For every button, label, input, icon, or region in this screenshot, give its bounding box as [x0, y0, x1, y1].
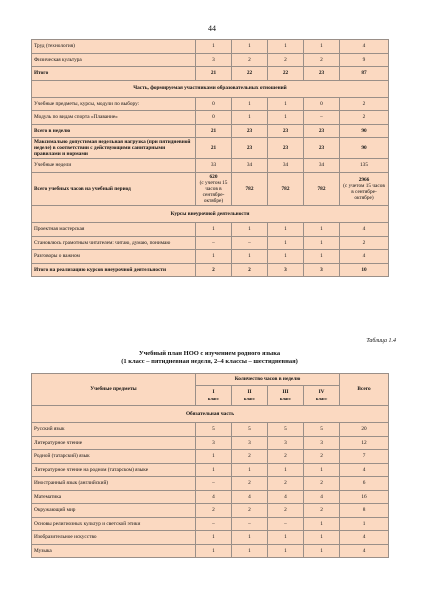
- header-hours: Количество часов в неделю: [196, 374, 340, 386]
- row-value: 34: [268, 159, 304, 173]
- row-value: 2: [304, 504, 340, 518]
- table-title-line: (1 класс – пятидневная неделя, 2–4 классы – шестидневная): [121, 357, 298, 365]
- table-row: [32, 53, 389, 67]
- row-value: 1: [232, 463, 268, 477]
- row-value: 1: [268, 531, 304, 545]
- row-label: Учебные недели: [32, 159, 196, 173]
- row-value: 1: [232, 250, 268, 264]
- row-total: 2: [340, 236, 389, 250]
- table-row: [32, 138, 389, 159]
- table-row: [32, 477, 389, 491]
- row-total: 2: [340, 97, 389, 111]
- row-value: 2: [268, 477, 304, 491]
- row-value: –: [232, 517, 268, 531]
- header-total: Всего: [340, 374, 389, 406]
- row-value: –: [232, 236, 268, 250]
- row-value: 2: [268, 450, 304, 464]
- row-total: 12: [340, 436, 389, 450]
- class-word: класс: [315, 395, 328, 401]
- class-word: класс: [243, 395, 256, 401]
- row-value: [196, 172, 232, 205]
- row-value: 21: [196, 138, 232, 159]
- row-label: Максимально допустимая недельная нагрузка (при пятидневной неделе) в соответствии с действующими санитарными правилами и нормами: [32, 138, 196, 159]
- row-value: 0: [196, 97, 232, 111]
- table-row: [32, 250, 389, 264]
- row-label: Русский язык: [32, 423, 196, 437]
- row-label: Изобразительное искусство: [32, 531, 196, 545]
- row-total: 1: [340, 517, 389, 531]
- row-total: 2: [340, 111, 389, 125]
- page-number: 44: [208, 24, 216, 33]
- section-heading: Курсы внеурочной деятельности: [32, 206, 389, 223]
- row-label: Литературное чтение: [32, 436, 196, 450]
- row-value: 1: [304, 223, 340, 237]
- row-value: 23: [304, 67, 340, 81]
- row-value: 23: [304, 138, 340, 159]
- row-total: 7: [340, 450, 389, 464]
- row-value: 3: [232, 436, 268, 450]
- cell-number: 620: [209, 173, 218, 180]
- row-value: 1: [268, 544, 304, 558]
- row-value: 1: [232, 223, 268, 237]
- header-class-4: [304, 386, 340, 406]
- row-value: 1: [268, 223, 304, 237]
- table-row: [32, 423, 389, 437]
- row-label: Всего в неделю: [32, 124, 196, 138]
- row-total: 16: [340, 490, 389, 504]
- header-class-3: [268, 386, 304, 406]
- cell-note: (с учетом 15 часов в сентябре-октябре): [343, 182, 385, 201]
- row-value: 23: [232, 138, 268, 159]
- table-row: [32, 159, 389, 173]
- row-value: 33: [196, 159, 232, 173]
- row-value: 2: [196, 504, 232, 518]
- table-caption: Таблица 1.4: [366, 338, 396, 344]
- row-value: 1: [196, 250, 232, 264]
- row-total: 6: [340, 477, 389, 491]
- row-value: 782: [304, 172, 340, 205]
- row-value: 1: [196, 223, 232, 237]
- row-value: 2: [196, 263, 232, 277]
- row-value: 1: [268, 97, 304, 111]
- row-value: 1: [304, 250, 340, 264]
- row-value: 21: [196, 124, 232, 138]
- row-value: 23: [304, 124, 340, 138]
- row-value: 2: [232, 504, 268, 518]
- row-value: 23: [268, 124, 304, 138]
- row-value: 1: [304, 463, 340, 477]
- table-row: [32, 436, 389, 450]
- row-value: –: [196, 236, 232, 250]
- row-label: Итого на реализацию курсов внеурочной деятельности: [32, 263, 196, 277]
- table-row: [32, 517, 389, 531]
- row-value: 1: [268, 250, 304, 264]
- row-total: 90: [340, 138, 389, 159]
- table-title: [31, 350, 388, 366]
- row-value: 34: [304, 159, 340, 173]
- row-label: Проектная мастерская: [32, 223, 196, 237]
- table-row: [32, 463, 389, 477]
- row-value: 4: [232, 490, 268, 504]
- row-value: 1: [304, 236, 340, 250]
- class-number: IV: [318, 389, 325, 396]
- row-total: 135: [340, 159, 389, 173]
- section-row: [32, 80, 389, 97]
- row-value: 0: [304, 97, 340, 111]
- section-heading: Часть, формируемая участниками образовательных отношений: [32, 80, 389, 97]
- row-total: 4: [340, 40, 389, 54]
- row-value: 1: [196, 40, 232, 54]
- row-value: 2: [232, 450, 268, 464]
- row-value: 1: [232, 111, 268, 125]
- row-value: 1: [232, 40, 268, 54]
- table-row: [32, 236, 389, 250]
- table-row: [32, 531, 389, 545]
- row-label: Музыка: [32, 544, 196, 558]
- row-label: Разговоры о важном: [32, 250, 196, 264]
- row-value: 2: [304, 477, 340, 491]
- row-label: Всего учебных часов на учебный период: [32, 172, 196, 205]
- row-total: 9: [340, 53, 389, 67]
- curriculum-table-continued: [31, 39, 389, 277]
- table-row: [32, 450, 389, 464]
- row-value: 5: [196, 423, 232, 437]
- row-value: 2: [268, 53, 304, 67]
- row-value: 21: [196, 67, 232, 81]
- row-value: 3: [268, 263, 304, 277]
- class-number: II: [247, 389, 252, 396]
- row-value: 1: [268, 236, 304, 250]
- table-row: [32, 490, 389, 504]
- cell-note: (с учетом 15 часов в сентябре-октябре): [199, 179, 228, 205]
- row-value: 2: [304, 450, 340, 464]
- row-value: –: [304, 111, 340, 125]
- row-value: 1: [232, 97, 268, 111]
- row-value: 1: [196, 463, 232, 477]
- section-heading: Обязательная часть: [32, 406, 389, 423]
- row-value: 2: [232, 53, 268, 67]
- row-total: 4: [340, 544, 389, 558]
- row-value: 23: [268, 138, 304, 159]
- table-title-line: Учебный план НОО с изучением родного языка: [138, 350, 281, 357]
- cell-number: 2966: [358, 176, 370, 183]
- table-row: [32, 40, 389, 54]
- row-value: 2: [304, 53, 340, 67]
- row-value: 3: [196, 53, 232, 67]
- row-value: 3: [268, 436, 304, 450]
- header-class-2: [232, 386, 268, 406]
- table-row: [32, 544, 389, 558]
- section-row: [32, 206, 389, 223]
- row-total: 20: [340, 423, 389, 437]
- row-value: 1: [232, 531, 268, 545]
- table-row: [32, 67, 389, 81]
- table-row: [32, 263, 389, 277]
- row-value: 5: [232, 423, 268, 437]
- row-value: 3: [304, 436, 340, 450]
- row-label: Основы религиозных культур и светской этики: [32, 517, 196, 531]
- row-label: Физическая культура: [32, 53, 196, 67]
- row-value: 782: [268, 172, 304, 205]
- row-value: 4: [268, 490, 304, 504]
- row-total: 4: [340, 223, 389, 237]
- row-value: 1: [304, 531, 340, 545]
- row-label: Труд (технология): [32, 40, 196, 54]
- row-value: 1: [196, 544, 232, 558]
- table-row: [32, 97, 389, 111]
- row-value: 782: [232, 172, 268, 205]
- header-class-1: [196, 386, 232, 406]
- row-value: 23: [232, 124, 268, 138]
- row-value: 2: [232, 477, 268, 491]
- row-label: Учебные предметы, курсы, модули по выбору:: [32, 97, 196, 111]
- row-total: 4: [340, 531, 389, 545]
- row-total: [340, 172, 389, 205]
- row-value: 3: [304, 263, 340, 277]
- row-value: 1: [196, 531, 232, 545]
- class-number: III: [282, 389, 289, 396]
- native-language-curriculum-table: [31, 373, 389, 558]
- row-label: Родной (татарский) язык: [32, 450, 196, 464]
- row-value: 4: [196, 490, 232, 504]
- row-value: 5: [268, 423, 304, 437]
- row-total: 90: [340, 124, 389, 138]
- row-value: 22: [232, 67, 268, 81]
- row-value: 22: [268, 67, 304, 81]
- row-value: 1: [268, 463, 304, 477]
- row-total: 10: [340, 263, 389, 277]
- row-value: 1: [232, 544, 268, 558]
- header-subjects: Учебные предметы: [32, 374, 196, 406]
- class-word: класс: [279, 395, 292, 401]
- row-value: 4: [304, 490, 340, 504]
- row-total: 4: [340, 250, 389, 264]
- table-row: [32, 124, 389, 138]
- row-label: Иностранный язык (английский): [32, 477, 196, 491]
- row-value: –: [196, 517, 232, 531]
- row-value: –: [268, 517, 304, 531]
- row-total: 4: [340, 463, 389, 477]
- class-word: класс: [207, 395, 220, 401]
- row-value: 34: [232, 159, 268, 173]
- table-row: [32, 223, 389, 237]
- row-label: Окружающий мир: [32, 504, 196, 518]
- row-label: Становлюсь грамотным читателем: читаю, думаю, понимаю: [32, 236, 196, 250]
- row-label: Модуль по видам спорта «Плавание»: [32, 111, 196, 125]
- table-row: [32, 111, 389, 125]
- row-value: 1: [304, 517, 340, 531]
- table-row: [32, 504, 389, 518]
- row-label: Литературное чтение на родном (татарском) языке: [32, 463, 196, 477]
- class-number: I: [212, 389, 215, 396]
- row-value: 5: [304, 423, 340, 437]
- row-total: 8: [340, 504, 389, 518]
- row-value: 1: [304, 544, 340, 558]
- row-label: Математика: [32, 490, 196, 504]
- row-total: 87: [340, 67, 389, 81]
- row-value: 2: [232, 263, 268, 277]
- row-value: –: [196, 477, 232, 491]
- row-value: 1: [268, 111, 304, 125]
- table-row: [32, 172, 389, 205]
- row-value: 1: [304, 40, 340, 54]
- row-value: 3: [196, 436, 232, 450]
- row-label: Итого: [32, 67, 196, 81]
- row-value: 0: [196, 111, 232, 125]
- row-value: 1: [268, 40, 304, 54]
- row-value: 2: [268, 504, 304, 518]
- row-value: 1: [196, 450, 232, 464]
